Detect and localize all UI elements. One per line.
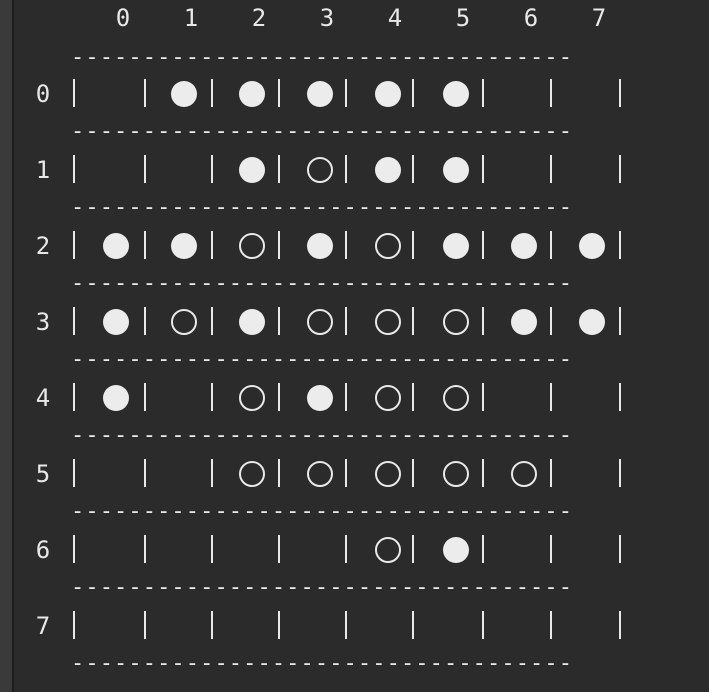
filled-disc-icon: [103, 385, 129, 411]
cell-divider: [73, 231, 75, 259]
hollow-disc-icon: [511, 461, 537, 487]
cell-divider: [619, 535, 621, 563]
cell-divider: [482, 535, 484, 563]
hollow-disc-icon: [375, 309, 401, 335]
cell-divider: [550, 611, 552, 639]
cell-divider: [278, 155, 280, 183]
filled-disc-icon: [375, 157, 401, 183]
cell-divider: [345, 459, 347, 487]
filled-disc-icon: [171, 233, 197, 259]
cell-divider: [278, 231, 280, 259]
column-label-7: 7: [591, 4, 607, 32]
cell-divider: [482, 383, 484, 411]
filled-disc-icon: [511, 233, 537, 259]
cell-divider: [73, 79, 75, 107]
hollow-disc-icon: [239, 461, 265, 487]
column-label-4: 4: [387, 4, 403, 32]
row-label-4: 4: [35, 384, 51, 412]
hollow-disc-icon: [375, 385, 401, 411]
column-label-0: 0: [115, 4, 131, 32]
cell-divider: [550, 79, 552, 107]
cell-divider: [73, 611, 75, 639]
row-label-7: 7: [35, 612, 51, 640]
hollow-disc-icon: [239, 233, 265, 259]
filled-disc-icon: [511, 309, 537, 335]
cell-divider: [550, 459, 552, 487]
row-separator-2: -----------------------------------: [71, 196, 574, 220]
column-label-2: 2: [251, 4, 267, 32]
cell-divider: [412, 307, 414, 335]
cell-divider: [278, 383, 280, 411]
hollow-disc-icon: [239, 385, 265, 411]
row-label-3: 3: [35, 308, 51, 336]
filled-disc-icon: [103, 309, 129, 335]
cell-divider: [412, 79, 414, 107]
row-label-5: 5: [35, 460, 51, 488]
filled-disc-icon: [239, 309, 265, 335]
cell-divider: [482, 155, 484, 183]
cell-divider: [278, 611, 280, 639]
filled-disc-icon: [443, 233, 469, 259]
cell-divider: [278, 307, 280, 335]
row-separator-4: -----------------------------------: [71, 348, 574, 372]
column-label-1: 1: [183, 4, 199, 32]
row-separator-3: -----------------------------------: [71, 272, 574, 296]
filled-disc-icon: [307, 81, 333, 107]
cell-divider: [144, 307, 146, 335]
cell-divider: [619, 459, 621, 487]
cell-divider: [73, 155, 75, 183]
cell-divider: [482, 231, 484, 259]
column-label-5: 5: [455, 4, 471, 32]
hollow-disc-icon: [375, 233, 401, 259]
row-label-0: 0: [35, 80, 51, 108]
cell-divider: [211, 231, 213, 259]
cell-divider: [412, 383, 414, 411]
column-label-6: 6: [523, 4, 539, 32]
cell-divider: [345, 611, 347, 639]
filled-disc-icon: [239, 157, 265, 183]
filled-disc-icon: [443, 157, 469, 183]
cell-divider: [345, 231, 347, 259]
hollow-disc-icon: [307, 309, 333, 335]
cell-divider: [482, 459, 484, 487]
cell-divider: [550, 155, 552, 183]
row-label-6: 6: [35, 536, 51, 564]
filled-disc-icon: [375, 81, 401, 107]
hollow-disc-icon: [307, 157, 333, 183]
cell-divider: [144, 459, 146, 487]
cell-divider: [211, 383, 213, 411]
cell-divider: [73, 307, 75, 335]
filled-disc-icon: [239, 81, 265, 107]
cell-divider: [73, 383, 75, 411]
cell-divider: [144, 231, 146, 259]
hollow-disc-icon: [443, 309, 469, 335]
cell-divider: [619, 307, 621, 335]
hollow-disc-icon: [375, 537, 401, 563]
cell-divider: [412, 155, 414, 183]
cell-divider: [345, 307, 347, 335]
cell-divider: [482, 79, 484, 107]
filled-disc-icon: [307, 385, 333, 411]
cell-divider: [619, 79, 621, 107]
cell-divider: [73, 459, 75, 487]
cell-divider: [412, 611, 414, 639]
hollow-disc-icon: [307, 461, 333, 487]
filled-disc-icon: [307, 233, 333, 259]
cell-divider: [550, 383, 552, 411]
cell-divider: [278, 535, 280, 563]
cell-divider: [345, 383, 347, 411]
cell-divider: [144, 155, 146, 183]
cell-divider: [211, 79, 213, 107]
cell-divider: [345, 155, 347, 183]
row-label-1: 1: [35, 156, 51, 184]
cell-divider: [412, 535, 414, 563]
row-separator-0: -----------------------------------: [71, 46, 574, 70]
cell-divider: [144, 383, 146, 411]
row-separator-6: -----------------------------------: [71, 500, 574, 524]
cell-divider: [619, 155, 621, 183]
cell-divider: [211, 611, 213, 639]
cell-divider: [550, 307, 552, 335]
row-separator-5: -----------------------------------: [71, 424, 574, 448]
filled-disc-icon: [579, 233, 605, 259]
cell-divider: [211, 459, 213, 487]
column-label-3: 3: [319, 4, 335, 32]
filled-disc-icon: [103, 233, 129, 259]
cell-divider: [619, 611, 621, 639]
filled-disc-icon: [443, 81, 469, 107]
cell-divider: [144, 79, 146, 107]
filled-disc-icon: [579, 309, 605, 335]
filled-disc-icon: [171, 81, 197, 107]
cell-divider: [73, 535, 75, 563]
cell-divider: [211, 307, 213, 335]
cell-divider: [482, 611, 484, 639]
row-separator-1: -----------------------------------: [71, 120, 574, 144]
cell-divider: [482, 307, 484, 335]
row-separator-8: -----------------------------------: [71, 652, 574, 676]
row-label-2: 2: [35, 232, 51, 260]
hollow-disc-icon: [443, 385, 469, 411]
cell-divider: [550, 231, 552, 259]
cell-divider: [345, 79, 347, 107]
cell-divider: [412, 459, 414, 487]
cell-divider: [211, 155, 213, 183]
cell-divider: [619, 383, 621, 411]
cell-divider: [144, 611, 146, 639]
cell-divider: [345, 535, 347, 563]
hollow-disc-icon: [171, 309, 197, 335]
cell-divider: [278, 79, 280, 107]
cell-divider: [619, 231, 621, 259]
row-separator-7: -----------------------------------: [71, 576, 574, 600]
hollow-disc-icon: [443, 461, 469, 487]
cell-divider: [412, 231, 414, 259]
cell-divider: [144, 535, 146, 563]
hollow-disc-icon: [375, 461, 401, 487]
cell-divider: [211, 535, 213, 563]
filled-disc-icon: [443, 537, 469, 563]
cell-divider: [550, 535, 552, 563]
cell-divider: [278, 459, 280, 487]
